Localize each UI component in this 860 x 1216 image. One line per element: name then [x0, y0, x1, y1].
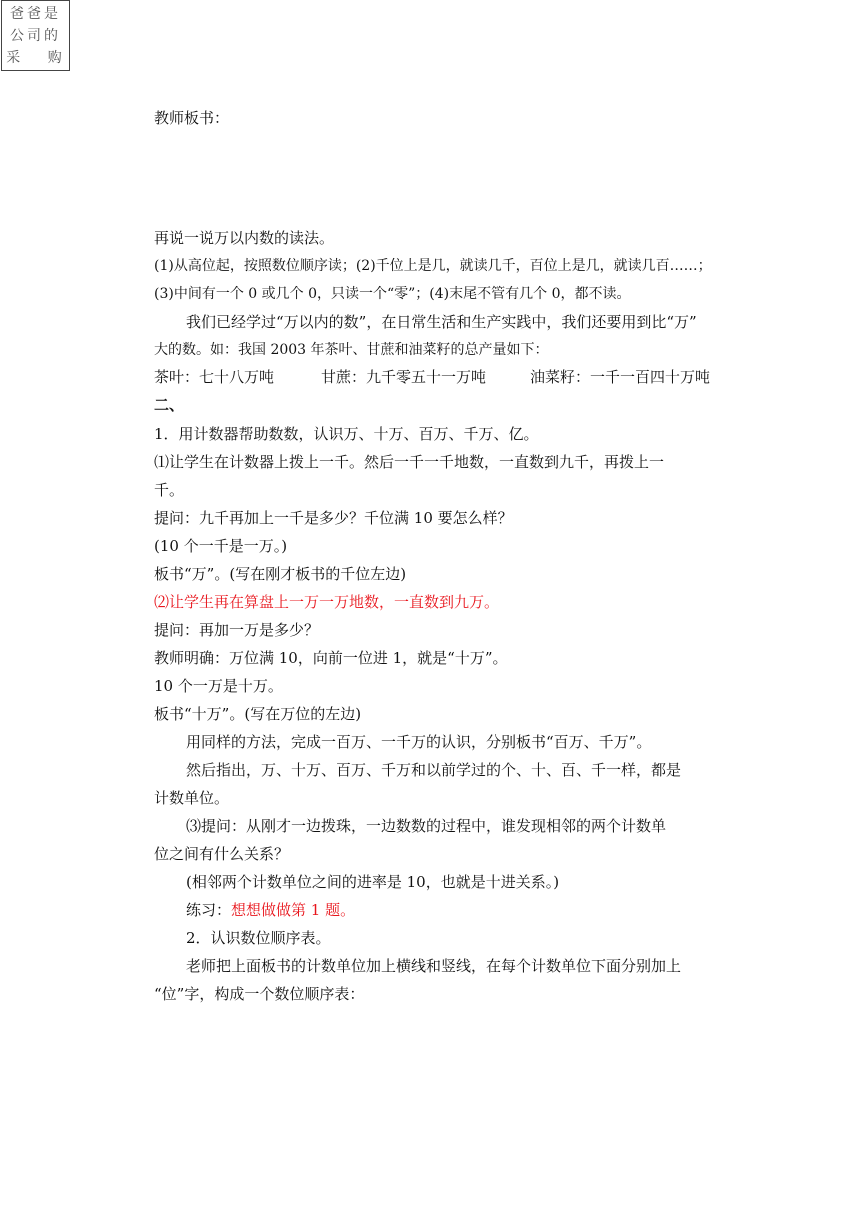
- reading-rules-line: (1)从高位起，按照数位顺序读；(2)千位上是几，就读几千，百位上是几，就读几百……；: [154, 258, 712, 274]
- corner-note-box: [1, 0, 70, 71]
- practice-label: 练习：: [186, 901, 232, 919]
- tea-production: 茶叶：七十八万吨: [154, 368, 275, 386]
- practice-item-link: 想想做做第 1 题。: [231, 901, 356, 919]
- answer3-line: (相邻两个计数单位之间的进率是 10，也就是十进关系。): [186, 873, 560, 891]
- section-heading: 二、: [154, 396, 185, 414]
- step1-a-line: 千。: [154, 481, 185, 499]
- question-line: 提问：九千再加上一千是多少？千位满 10 要怎么样？: [154, 509, 513, 527]
- step1-b-highlight: ⑵让学生再在算盘上一万一万地数，一直数到九万。: [154, 593, 500, 611]
- step1-title: 1．用计数器帮助数数，认识万、十万、百万、千万、亿。: [154, 425, 539, 443]
- board-note-line: 板书“十万”。(写在万位的左边): [154, 705, 362, 723]
- reading-rules-line: (3)中间有一个 0 或几个 0，只读一个“零”；(4)末尾不管有几个 0，都不读。: [154, 286, 631, 302]
- teacher-table-line: 老师把上面板书的计数单位加上横线和竖线，在每个计数单位下面分别加上: [186, 957, 682, 975]
- teacher-clarify-line: 教师明确：万位满 10，向前一位进 1，就是“十万”。: [154, 649, 508, 667]
- fact-line: 10 个一万是十万。: [154, 677, 283, 695]
- board-note-line: 板书“万”。(写在刚才板书的千位左边): [154, 565, 407, 583]
- same-method-line: 用同样的方法，完成一百万、一千万的认识，分别板书“百万、千万”。: [186, 733, 652, 751]
- rapeseed-production: 油菜籽：一千一百四十万吨: [530, 368, 711, 386]
- step2-title: 2．认识数位顺序表。: [186, 929, 331, 947]
- intro-paragraph-line: 我们已经学过“万以内的数”，在日常生活和生产实践中，我们还要用到比“万”: [186, 313, 697, 331]
- point-out-line: 然后指出，万、十万、百万、千万和以前学过的个、十、百、千一样，都是: [186, 761, 682, 779]
- corner-note-line: 采 购: [6, 50, 65, 66]
- question-line: 提问：再加一万是多少？: [154, 621, 320, 639]
- answer-line: (10 个一千是一万。): [154, 537, 288, 555]
- point-out-line: 计数单位。: [154, 789, 230, 807]
- question3-line: ⑶提问：从刚才一边拨珠，一边数数的过程中，谁发现相邻的两个计数单: [186, 817, 667, 835]
- corner-note-line: 公司的: [10, 28, 61, 44]
- teacher-table-line: “位”字，构成一个数位顺序表：: [154, 985, 365, 1003]
- practice-line: [186, 900, 355, 920]
- step1-a-line: ⑴让学生在计数器上拨上一千。然后一千一千地数，一直数到九千，再拨上一: [154, 453, 665, 471]
- board-label: 教师板书：: [154, 109, 230, 127]
- question3-line: 位之间有什么关系？: [154, 845, 290, 863]
- intro-paragraph-line: 大的数。如：我国 2003 年茶叶、甘蔗和油菜籽的总产量如下：: [154, 342, 549, 358]
- review-intro: 再说一说万以内数的读法。: [154, 229, 335, 247]
- sugarcane-production: 甘蔗：九千零五十一万吨: [321, 368, 487, 386]
- corner-note-line: 爸爸是: [10, 6, 61, 22]
